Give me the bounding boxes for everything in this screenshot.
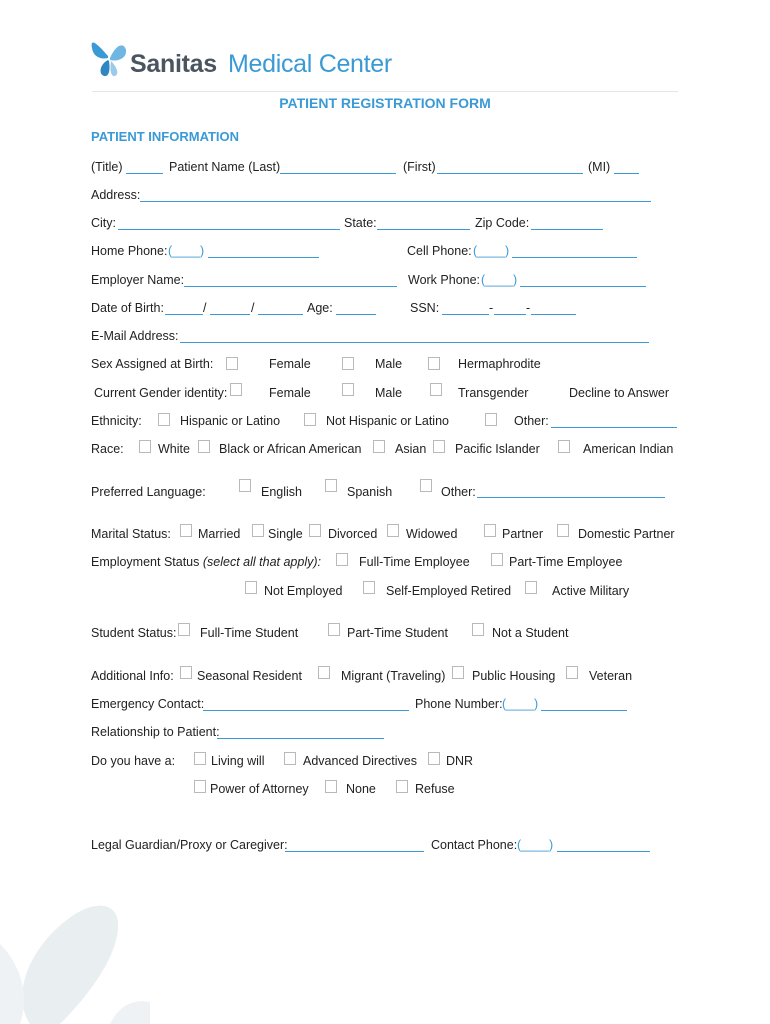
gender-transgender-checkbox[interactable] (430, 383, 442, 396)
contact-phone-field[interactable] (557, 851, 650, 852)
mi-label: (MI) (588, 160, 611, 174)
marital-widowed-label: Widowed (406, 527, 458, 541)
logo (90, 36, 392, 82)
emergency-label: Emergency Contact: (91, 697, 205, 711)
ethnicity-hispanic-label: Hispanic or Latino (180, 414, 281, 428)
city-field[interactable] (118, 229, 340, 230)
dob-sep-1: / (203, 301, 207, 315)
marital-married-label: Married (198, 527, 241, 541)
cell-phone-field[interactable] (512, 257, 637, 258)
sex-hermaphrodite-label: Hermaphrodite (458, 357, 541, 371)
ethnicity-not-hispanic-checkbox[interactable] (304, 413, 316, 426)
marital-single-label: Single (268, 527, 303, 541)
ssn-sep-1: - (489, 301, 494, 315)
marital-married-checkbox[interactable] (180, 524, 192, 537)
student-full-time-label: Full-Time Student (200, 626, 299, 640)
refuse-checkbox[interactable] (396, 780, 408, 793)
dob-year-field[interactable] (258, 314, 303, 315)
marital-single-checkbox[interactable] (252, 524, 264, 537)
email-field[interactable] (180, 342, 649, 343)
student-full-time-checkbox[interactable] (178, 623, 190, 636)
home-phone-area[interactable]: (____) (168, 244, 205, 258)
employment-not-employed-checkbox[interactable] (245, 581, 257, 594)
additional-migrant-label: Migrant (Traveling) (341, 669, 446, 683)
employment-active-military-checkbox[interactable] (525, 581, 537, 594)
title-label: (Title) (91, 160, 123, 174)
directives-label: Do you have a: (91, 754, 176, 768)
none-label: None (346, 782, 376, 796)
employment-part-time-label: Part-Time Employee (509, 555, 623, 569)
living-will-label: Living will (211, 754, 265, 768)
last-name-field[interactable] (280, 173, 396, 174)
marital-widowed-checkbox[interactable] (387, 524, 399, 537)
race-pacific-checkbox[interactable] (433, 440, 445, 453)
state-label: State: (344, 216, 377, 230)
phone-number-field[interactable] (541, 710, 627, 711)
city-label: City: (91, 216, 116, 230)
language-spanish-checkbox[interactable] (325, 479, 337, 492)
work-phone-label: Work Phone: (408, 273, 481, 287)
employment-part-time-checkbox[interactable] (491, 553, 503, 566)
language-english-checkbox[interactable] (239, 479, 251, 492)
zip-field[interactable] (531, 229, 603, 230)
sex-female-checkbox[interactable] (226, 357, 238, 370)
race-pacific-label: Pacific Islander (455, 442, 540, 456)
contact-phone-area[interactable]: (____) (517, 838, 554, 852)
decorative-leaf-icon (0, 884, 150, 1024)
form-title: PATIENT REGISTRATION FORM (279, 95, 491, 111)
ssn-part1-field[interactable] (442, 314, 489, 315)
power-of-attorney-checkbox[interactable] (194, 780, 206, 793)
race-white-checkbox[interactable] (139, 440, 151, 453)
sex-male-label: Male (375, 357, 403, 371)
power-of-attorney-label: Power of Attorney (210, 782, 309, 796)
student-not-student-label: Not a Student (492, 626, 569, 640)
race-american-indian-checkbox[interactable] (558, 440, 570, 453)
race-label: Race: (91, 442, 124, 456)
language-label: Preferred Language: (91, 485, 206, 499)
race-asian-checkbox[interactable] (373, 440, 385, 453)
ethnicity-label: Ethnicity: (91, 414, 142, 428)
refuse-label: Refuse (415, 782, 455, 796)
emergency-field[interactable] (203, 710, 409, 711)
address-field[interactable] (140, 201, 651, 202)
advanced-directives-checkbox[interactable] (284, 752, 296, 765)
logo-word-sanitas: Sanitas (130, 50, 217, 78)
work-phone-field[interactable] (520, 286, 646, 287)
last-name-label: Patient Name (Last) (169, 160, 281, 174)
address-label: Address: (91, 188, 141, 202)
ethnicity-not-hispanic-label: Not Hispanic or Latino (326, 414, 449, 428)
marital-divorced-label: Divorced (328, 527, 378, 541)
additional-public-housing-checkbox[interactable] (452, 666, 464, 679)
gender-label: Current Gender identity: (94, 386, 228, 400)
student-part-time-checkbox[interactable] (328, 623, 340, 636)
dnr-checkbox[interactable] (428, 752, 440, 765)
age-field[interactable] (336, 314, 376, 315)
gender-transgender-label: Transgender (458, 386, 529, 400)
ethnicity-other-label: Other: (514, 414, 549, 428)
language-other-label: Other: (441, 485, 476, 499)
home-phone-label: Home Phone: (91, 244, 168, 258)
ssn-sep-2: - (526, 301, 531, 315)
contact-phone-label: Contact Phone: (431, 838, 518, 852)
marital-domestic-partner-label: Domestic Partner (578, 527, 675, 541)
logo-word-medical-center: Medical Center (228, 50, 392, 78)
marital-label: Marital Status: (91, 527, 171, 541)
home-phone-field[interactable] (208, 257, 319, 258)
gender-male-checkbox[interactable] (342, 383, 354, 396)
employment-full-time-label: Full-Time Employee (359, 555, 470, 569)
ssn-part2-field[interactable] (494, 314, 526, 315)
additional-label: Additional Info: (91, 669, 174, 683)
student-not-student-checkbox[interactable] (472, 623, 484, 636)
guardian-label: Legal Guardian/Proxy or Caregiver: (91, 838, 288, 852)
student-label: Student Status: (91, 626, 177, 640)
ethnicity-other-checkbox[interactable] (485, 413, 497, 426)
butterfly-logo-icon (90, 36, 130, 80)
employment-self-employed-checkbox[interactable] (363, 581, 375, 594)
marital-partner-checkbox[interactable] (484, 524, 496, 537)
employment-full-time-checkbox[interactable] (336, 553, 348, 566)
additional-seasonal-label: Seasonal Resident (197, 669, 302, 683)
employment-not-employed-label: Not Employed (264, 584, 343, 598)
language-spanish-label: Spanish (347, 485, 393, 499)
first-name-field[interactable] (437, 173, 583, 174)
marital-partner-label: Partner (502, 527, 543, 541)
additional-veteran-checkbox[interactable] (566, 666, 578, 679)
race-black-checkbox[interactable] (198, 440, 210, 453)
mi-field[interactable] (614, 173, 639, 174)
race-black-label: Black or African American (219, 442, 362, 456)
additional-migrant-checkbox[interactable] (318, 666, 330, 679)
student-part-time-label: Part-Time Student (347, 626, 448, 640)
age-label: Age: (307, 301, 333, 315)
relationship-field[interactable] (217, 738, 384, 739)
dnr-label: DNR (446, 754, 474, 768)
living-will-checkbox[interactable] (194, 752, 206, 765)
employment-label-text: Employment Status (91, 555, 200, 569)
sex-male-checkbox[interactable] (342, 357, 354, 370)
ssn-part3-field[interactable] (531, 314, 576, 315)
advanced-directives-label: Advanced Directives (303, 754, 417, 768)
section-title: PATIENT INFORMATION (91, 129, 240, 144)
marital-domestic-partner-checkbox[interactable] (557, 524, 569, 537)
employer-field[interactable] (184, 286, 397, 287)
dob-label: Date of Birth: (91, 301, 164, 315)
gender-decline-label[interactable]: Decline to Answer (569, 386, 670, 400)
relationship-label: Relationship to Patient: (91, 725, 220, 739)
employment-note: (select all that apply): (202, 555, 321, 569)
state-field[interactable] (377, 229, 470, 230)
additional-public-housing-label: Public Housing (472, 669, 556, 683)
none-checkbox[interactable] (325, 780, 337, 793)
email-label: E-Mail Address: (91, 329, 179, 343)
sex-label: Sex Assigned at Birth: (91, 357, 214, 371)
employment-self-employed-label: Self-Employed Retired (386, 584, 512, 598)
gender-female-checkbox[interactable] (230, 383, 242, 396)
dob-day-field[interactable] (210, 314, 250, 315)
ethnicity-hispanic-checkbox[interactable] (158, 413, 170, 426)
work-phone-area[interactable]: (____) (481, 273, 518, 287)
employer-label: Employer Name: (91, 273, 185, 287)
header-divider (92, 91, 678, 92)
employment-label (91, 555, 321, 569)
ethnicity-other-field[interactable] (551, 427, 677, 428)
zip-label: Zip Code: (475, 216, 530, 230)
gender-female-label: Female (269, 386, 311, 400)
sex-hermaphrodite-checkbox[interactable] (428, 357, 440, 370)
phone-number-area[interactable]: (____) (502, 697, 539, 711)
race-asian-label: Asian (395, 442, 427, 456)
race-american-indian-label: American Indian (583, 442, 674, 456)
language-other-checkbox[interactable] (420, 479, 432, 492)
guardian-field[interactable] (285, 851, 424, 852)
cell-phone-area[interactable]: (____) (473, 244, 510, 258)
title-field[interactable] (126, 173, 163, 174)
ssn-label: SSN: (410, 301, 440, 315)
employment-active-military-label: Active Military (552, 584, 630, 598)
cell-phone-label: Cell Phone: (407, 244, 472, 258)
gender-male-label: Male (375, 386, 403, 400)
language-other-field[interactable] (477, 497, 665, 498)
additional-veteran-label: Veteran (589, 669, 633, 683)
marital-divorced-checkbox[interactable] (309, 524, 321, 537)
additional-seasonal-checkbox[interactable] (180, 666, 192, 679)
sex-female-label: Female (269, 357, 311, 371)
first-name-label: (First) (403, 160, 436, 174)
race-white-label: White (158, 442, 190, 456)
phone-number-label: Phone Number: (415, 697, 503, 711)
dob-sep-2: / (251, 301, 255, 315)
language-english-label: English (261, 485, 302, 499)
dob-month-field[interactable] (165, 314, 203, 315)
